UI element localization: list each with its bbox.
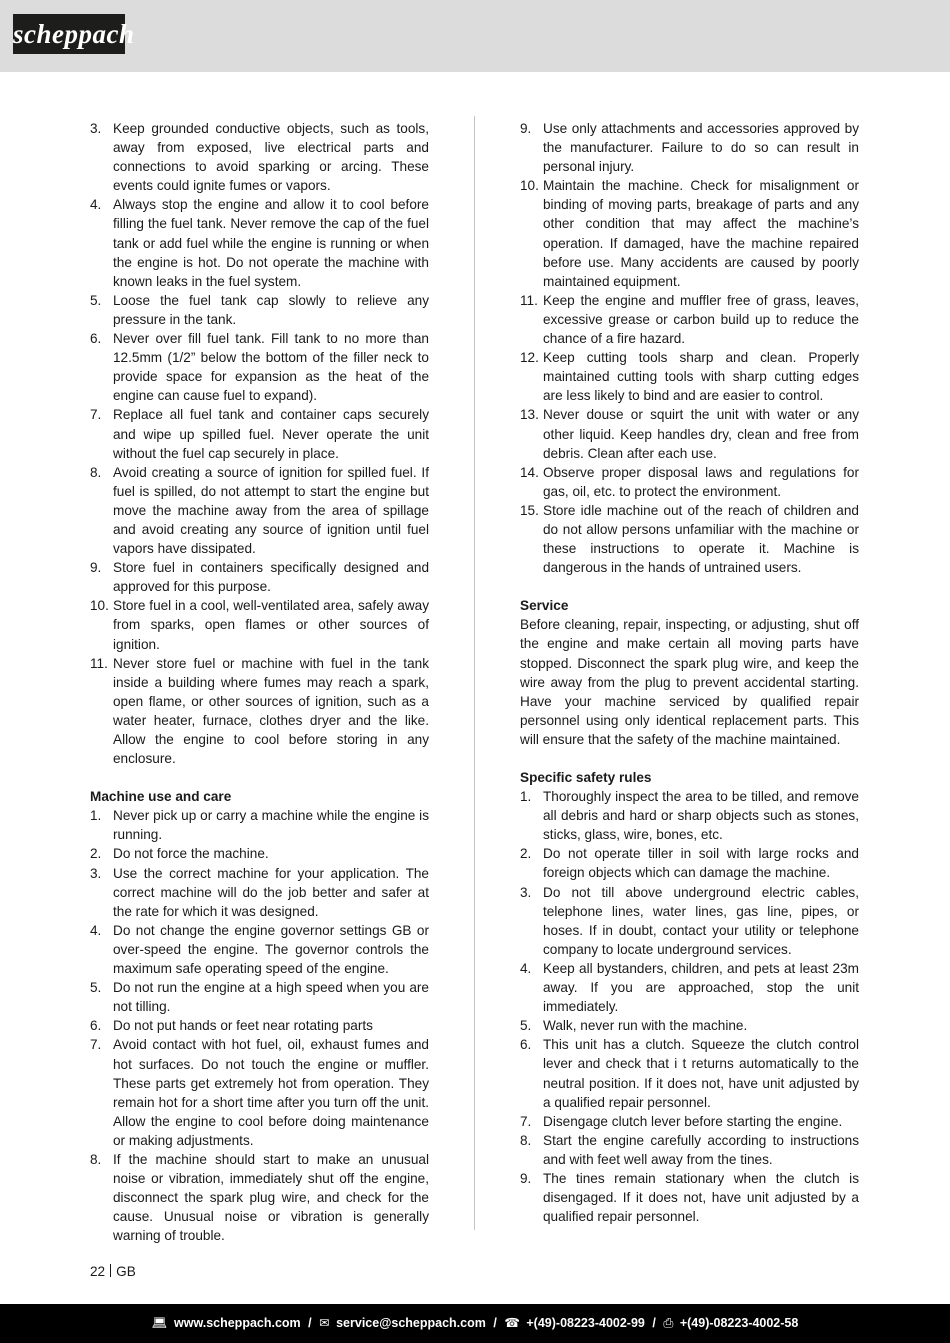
list-item	[90, 119, 429, 195]
list-item-number: 8.	[90, 464, 102, 480]
list-item-number: 1.	[520, 789, 532, 805]
list-item	[520, 959, 859, 1016]
list-item-number: 7.	[90, 407, 102, 423]
list-item-number: 9.	[520, 121, 532, 136]
list-item-text: Walk, never run with the machine.	[543, 1018, 748, 1034]
list-item	[90, 463, 429, 558]
list-item	[520, 787, 859, 844]
list-item	[90, 806, 429, 844]
list-item-text: Keep cutting tools sharp and clean. Properly maintained cutting tools with sharp cutting edges are less likely to bind and are easier to control.	[543, 350, 859, 404]
list-item-text: Store fuel in a cool, well-ventilated area, safely away from sparks, open flames or other sources of ignition.	[113, 598, 429, 652]
list-item-text: Keep grounded conductive objects, such as tools, away from exposed, live electrical parts and connections to avoid sparking or arcing. These events could ignite fumes or vapors.	[113, 121, 429, 194]
computer-icon: 💻︎	[151, 1316, 168, 1330]
page-number-separator	[110, 1264, 111, 1277]
separator: /	[493, 1316, 497, 1330]
page-number-value: 22	[90, 1264, 106, 1279]
list-item-number: 5.	[90, 292, 102, 308]
list-item	[520, 501, 859, 577]
list-item-number: 4.	[90, 922, 102, 938]
list-item-text: Never douse or squirt the unit with water or any other liquid. Keep handles dry, clean and free from debris. Clean after each use.	[543, 407, 859, 461]
machine-use-list	[90, 806, 429, 1245]
list-item-text: Do not force the machine.	[113, 846, 269, 862]
list-item-number: 13.	[520, 407, 539, 423]
list-item	[520, 119, 859, 176]
fuel-safety-list	[90, 119, 429, 768]
fax-icon: ⎙	[663, 1316, 674, 1330]
list-item-text: Observe proper disposal laws and regulations for gas, oil, etc. to protect the environment.	[543, 464, 859, 499]
list-item-number: 8.	[520, 1132, 532, 1148]
list-item	[90, 1016, 429, 1035]
specific-safety-heading: Specific safety rules	[520, 770, 652, 785]
list-item	[520, 405, 859, 462]
list-item-number: 9.	[520, 1170, 532, 1186]
list-item-text: Use only attachments and accessories approved by the manufacturer. Failure to do so can result in personal injury.	[543, 121, 859, 175]
service-heading: Service	[520, 598, 569, 614]
column-divider	[474, 116, 475, 1230]
list-item-text: This unit has a clutch. Squeeze the clutch control lever and check that i t returns automatically to the neutral position. If it does not, have unit adjusted by a qualified repair personnel.	[543, 1037, 859, 1110]
phone-icon: ☎	[504, 1316, 520, 1330]
list-item-text: Use the correct machine for your application. The correct machine will do the job better and safer at the rate for which it was designed.	[113, 865, 429, 919]
list-item-number: 11.	[90, 655, 108, 671]
list-item-text: Maintain the machine. Check for misalignment or binding of moving parts, breakage of parts and any other condition that may affect the machine’s operation. If damaged, have the machine repaired before use. Many accidents are caused by poorly maintained equipment.	[543, 178, 859, 289]
list-item-text: The tines remain stationary when the clutch is disengaged. If it does not, have unit adjusted by a qualified repair personnel.	[543, 1170, 859, 1225]
list-item-number: 5.	[90, 980, 102, 996]
list-item	[520, 1112, 859, 1131]
list-item	[520, 463, 859, 501]
service-paragraph: Before cleaning, repair, inspecting, or adjusting, shut off the engine and make certain all moving parts have stopped. Disconnect the spark plug wire, and keep the wire away from the plug to prevent accidental starting. Have your machine serviced by qualified repair personnel using only identical replacement parts. This will ensure that the safety of the machine maintained.	[520, 617, 859, 747]
list-item	[520, 1169, 859, 1226]
list-item-number: 14.	[520, 464, 539, 480]
list-item	[90, 329, 429, 405]
list-item	[90, 654, 429, 769]
list-item-number: 3.	[90, 865, 102, 881]
list-item-text: Start the engine carefully according to instructions and with feet well away from the tines.	[543, 1132, 859, 1167]
list-item-number: 5.	[520, 1018, 532, 1034]
list-item	[520, 291, 859, 348]
list-item	[90, 291, 429, 329]
list-item-number: 3.	[90, 121, 102, 136]
list-item	[520, 176, 859, 291]
contact-bar	[0, 1304, 950, 1343]
list-item-text: If the machine should start to make an unusual noise or vibration, immediately shut off the engine, disconnect the spark plug wire, and check for the cause. Unusual noise or vibration is generally warning of trouble.	[113, 1151, 429, 1244]
list-item-text: Store fuel in containers specifically designed and approved for this purpose.	[113, 560, 429, 595]
list-item-text: Avoid creating a source of ignition for spilled fuel. If fuel is spilled, do not attempt to start the engine but move the machine away from the area of spillage and avoid creating any source of ignition until fuel vapors have dissipated.	[113, 464, 429, 557]
list-item-number: 15.	[520, 502, 539, 518]
list-item-text: Never over fill fuel tank. Fill tank to no more than 12.5mm (1/2” below the bottom of the filler neck to provide space for expansion as the heat of the engine can cause fuel to expand).	[113, 331, 429, 404]
list-item	[90, 405, 429, 462]
list-item-number: 7.	[90, 1037, 102, 1053]
email-icon: ✉	[319, 1316, 330, 1330]
machine-use-list-continued	[520, 119, 859, 577]
list-item	[520, 1131, 859, 1169]
machine-use-heading: Machine use and care	[90, 789, 232, 805]
language-code: GB	[116, 1264, 136, 1279]
list-item	[90, 844, 429, 863]
list-item-text: Do not operate tiller in soil with large rocks and foreign objects which can damage the machine.	[543, 846, 859, 881]
list-item	[520, 883, 859, 959]
list-item-number: 10.	[90, 598, 109, 614]
list-item-number: 7.	[520, 1113, 532, 1129]
list-item	[90, 864, 429, 921]
list-item-number: 12.	[520, 350, 539, 366]
website-link[interactable]: www.scheppach.com	[174, 1316, 301, 1330]
list-item	[90, 1035, 429, 1150]
page-number	[90, 1264, 136, 1279]
list-item	[90, 1150, 429, 1245]
list-item-text: Replace all fuel tank and container caps securely and wipe up spilled fuel. Never operate the unit without the fuel cap securely in place.	[113, 407, 429, 461]
list-item-text: Keep the engine and muffler free of grass, leaves, excessive grease or carbon build up to reduce the chance of a fire hazard.	[543, 292, 859, 347]
list-item	[90, 558, 429, 596]
right-column	[520, 119, 859, 1226]
list-item	[520, 1016, 859, 1035]
list-item-number: 6.	[90, 331, 102, 347]
list-item-number: 4.	[90, 197, 102, 213]
list-item-text: Do not run the engine at a high speed when you are not tilling.	[113, 980, 429, 1015]
page-header	[0, 0, 950, 72]
list-item-text: Keep all bystanders, children, and pets at least 23m away. If you are approached, stop the unit immediately.	[543, 960, 859, 1015]
list-item-text: Loose the fuel tank cap slowly to relieve any pressure in the tank.	[113, 292, 429, 327]
list-item-number: 3.	[520, 884, 532, 900]
list-item-number: 6.	[520, 1037, 532, 1053]
list-item-text: Do not change the engine governor settings GB or over-speed the engine. The governor controls the maximum safe operating speed of the engine.	[113, 922, 429, 977]
list-item-text: Thoroughly inspect the area to be tilled, and remove all debris and hard or sharp objects such as stones, sticks, glass, wire, bones, etc.	[543, 789, 859, 843]
list-item	[90, 978, 429, 1016]
list-item	[520, 844, 859, 882]
list-item	[520, 348, 859, 405]
left-column	[90, 119, 429, 1245]
list-item-text: Never store fuel or machine with fuel in the tank inside a building where fumes may reach a spark, open flame, or other sources of ignition, such as a water heater, furnace, clothes dryer and the like. Allow the engine to cool before storing in any enclosure.	[113, 655, 429, 767]
list-item-text: Avoid contact with hot fuel, oil, exhaust fumes and hot surfaces. Do not touch the engine or muffler. These parts get extremely hot from operation. They remain hot for a short time after you turn off the unit. Allow the engine to cool before doing maintenance or making adjustments.	[113, 1037, 429, 1148]
list-item-number: 11.	[520, 292, 538, 308]
list-item-text: Disengage clutch lever before starting the engine.	[543, 1113, 843, 1129]
phone-number[interactable]: +(49)-08223-4002-99	[526, 1316, 645, 1330]
list-item-number: 2.	[520, 846, 532, 862]
specific-safety-list	[520, 787, 859, 1226]
list-item	[90, 195, 429, 290]
email-link[interactable]: service@scheppach.com	[336, 1316, 486, 1330]
list-item	[90, 921, 429, 978]
separator: /	[308, 1316, 312, 1330]
list-item-text: Do not till above underground electric cables, telephone lines, water lines, gas line, pipes, or hoses. If in doubt, contact your utility or telephone company to locate underground services.	[543, 884, 859, 957]
list-item	[520, 1035, 859, 1111]
list-item-number: 2.	[90, 846, 102, 862]
separator: /	[652, 1316, 656, 1330]
list-item-text: Do not put hands or feet near rotating parts	[113, 1018, 373, 1034]
list-item-number: 4.	[520, 960, 532, 976]
list-item-text: Always stop the engine and allow it to cool before filling the fuel tank. Never remove the cap of the fuel tank or add fuel while the engine is running or when the engine is hot. Do not operate the machine with known leaks in the fuel system.	[113, 197, 429, 289]
list-item-number: 6.	[90, 1018, 102, 1034]
list-item-number: 9.	[90, 560, 102, 576]
fax-number: +(49)-08223-4002-58	[679, 1316, 799, 1330]
list-item-text: Store idle machine out of the reach of children and do not allow persons unfamiliar with the machine or these instructions to operate it. Machine is dangerous in the hands of untrained users.	[543, 502, 859, 576]
list-item-number: 1.	[90, 808, 102, 824]
list-item-text: Never pick up or carry a machine while the engine is running.	[113, 808, 429, 843]
list-item-number: 10.	[520, 178, 539, 194]
list-item	[90, 596, 429, 653]
brand-logo: scheppach	[13, 14, 125, 54]
list-item-number: 8.	[90, 1151, 102, 1167]
